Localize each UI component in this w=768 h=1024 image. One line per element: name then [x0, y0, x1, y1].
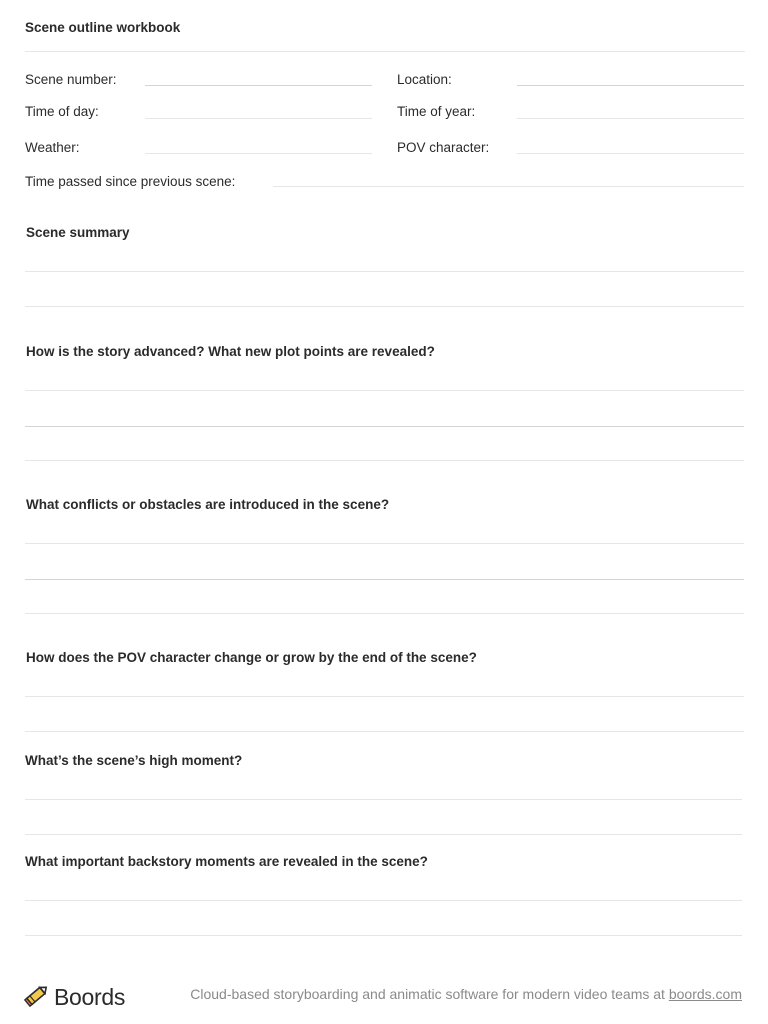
conflicts-line-3[interactable] [25, 613, 744, 614]
high-moment-question: What’s the scene’s high moment? [25, 753, 243, 768]
summary-line-2[interactable] [25, 306, 744, 307]
time-of-year-label: Time of year: [397, 104, 476, 119]
pov-line-2[interactable] [25, 731, 744, 732]
footer-tagline [190, 986, 742, 1002]
time-of-year-line[interactable] [517, 118, 744, 119]
backstory-line-1[interactable] [25, 900, 742, 901]
high-moment-line-1[interactable] [25, 799, 742, 800]
pencil-logo-icon [24, 982, 50, 1013]
weather-label: Weather: [25, 140, 80, 155]
footer-tagline-text: Cloud-based storyboarding and animatic software for modern video teams at [190, 986, 665, 1002]
pov-change-question: How does the POV character change or grow by the end of the scene? [26, 650, 477, 665]
boords-logo[interactable] [24, 982, 125, 1013]
time-of-day-label: Time of day: [25, 104, 99, 119]
high-moment-line-2[interactable] [25, 834, 742, 835]
scene-number-line[interactable] [145, 85, 372, 86]
scene-number-label: Scene number: [25, 72, 117, 87]
scene-summary-heading: Scene summary [26, 225, 130, 240]
time-passed-line[interactable] [273, 186, 744, 187]
conflicts-line-2[interactable] [25, 579, 744, 580]
story-line-1[interactable] [25, 390, 744, 391]
conflicts-line-1[interactable] [25, 543, 744, 544]
conflicts-question: What conflicts or obstacles are introduced in the scene? [26, 497, 390, 512]
pov-line-1[interactable] [25, 696, 744, 697]
weather-line[interactable] [145, 153, 372, 154]
title-divider [25, 51, 745, 52]
pov-character-label: POV character: [397, 140, 490, 155]
story-advanced-question: How is the story advanced? What new plot points are revealed? [26, 344, 435, 359]
location-label: Location: [397, 72, 452, 87]
backstory-line-2[interactable] [25, 935, 742, 936]
story-line-2[interactable] [25, 426, 744, 427]
page-title: Scene outline workbook [25, 20, 181, 35]
pov-character-line[interactable] [517, 153, 744, 154]
brand-name: Boords [54, 984, 126, 1010]
boords-link[interactable]: boords.com [668, 986, 742, 1002]
summary-line-1[interactable] [25, 271, 744, 272]
location-line[interactable] [517, 85, 744, 86]
story-line-3[interactable] [25, 460, 744, 461]
time-of-day-line[interactable] [145, 118, 372, 119]
time-passed-label: Time passed since previous scene: [25, 174, 236, 189]
backstory-question: What important backstory moments are revealed in the scene? [25, 854, 428, 869]
